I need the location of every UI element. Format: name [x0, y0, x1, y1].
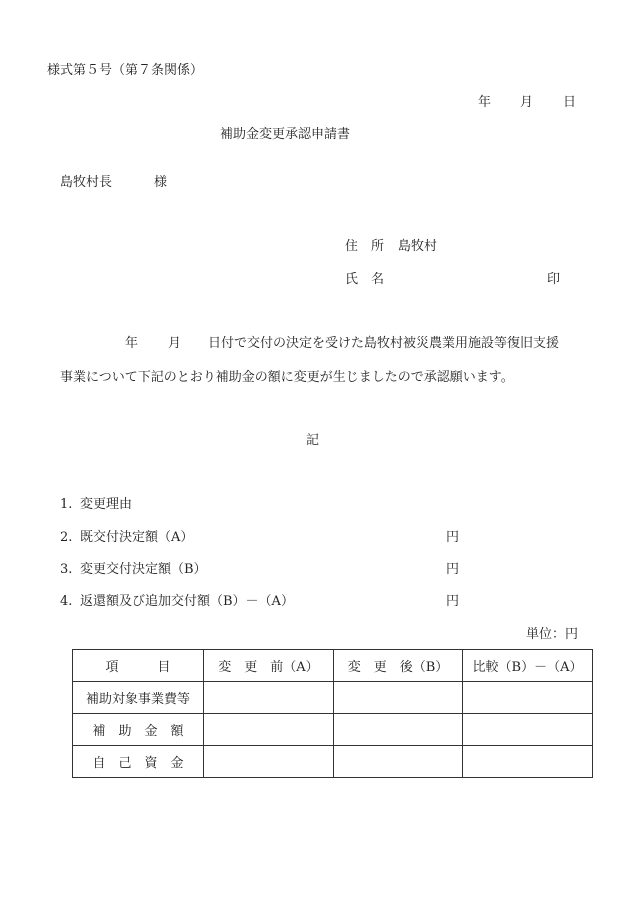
- column-header-item: 項 目: [73, 650, 204, 682]
- ki-heading: 記: [306, 433, 320, 448]
- table-row: [73, 746, 593, 778]
- yen-unit: 円: [446, 530, 460, 545]
- table-cell[interactable]: [334, 714, 463, 746]
- table-cell[interactable]: [334, 682, 463, 714]
- row-label: 自 己 資 金: [73, 746, 204, 778]
- yen-unit: 円: [446, 594, 460, 609]
- form-number: 様式第５号（第７条関係）: [47, 63, 204, 78]
- address-value: 島牧村: [398, 239, 438, 254]
- body-line-1: [125, 335, 560, 353]
- comparison-table: [72, 649, 593, 778]
- table-cell[interactable]: [204, 714, 334, 746]
- addressee: [60, 174, 167, 192]
- table-cell[interactable]: [463, 746, 593, 778]
- item-label: 返還額及び追加交付額（B）－（A）: [80, 594, 294, 609]
- name-label: 氏 名: [345, 272, 385, 287]
- addressee-name: 島牧村長: [60, 175, 113, 190]
- date-year-label: 年: [478, 95, 492, 110]
- table-cell[interactable]: [204, 682, 334, 714]
- column-header-diff: 比較（B）－（A）: [463, 650, 593, 682]
- body-line-2: 事業について下記のとおり補助金の額に変更が生じましたので承認願います。: [60, 370, 514, 385]
- column-header-after: 変 更 後（B）: [334, 650, 463, 682]
- item-number: 3.: [60, 562, 73, 577]
- body-month: 月: [168, 336, 182, 351]
- row-label: 補助対象事業費等: [73, 682, 204, 714]
- list-item: [60, 529, 193, 547]
- row-label: 補 助 金 額: [73, 714, 204, 746]
- item-number: 2.: [60, 530, 73, 545]
- table-cell[interactable]: [463, 682, 593, 714]
- column-header-before: 変 更 前（A）: [204, 650, 334, 682]
- address-label: 住 所: [345, 239, 385, 254]
- list-item: [60, 561, 207, 579]
- list-item: [60, 593, 294, 611]
- table-cell[interactable]: [204, 746, 334, 778]
- item-label: 変更交付決定額（B）: [80, 562, 207, 577]
- addressee-honorific: 様: [154, 175, 168, 190]
- item-label: 変更理由: [80, 497, 133, 512]
- seal-mark: 印: [547, 272, 561, 287]
- body-year: 年: [125, 336, 139, 351]
- body-line-1-text: 日付で交付の決定を受けた島牧村被災農業用施設等復旧支援: [208, 336, 560, 351]
- table-header-row: [73, 650, 593, 682]
- item-number: 1.: [60, 497, 73, 512]
- unit-note: 単位：円: [526, 627, 579, 642]
- table-row: [73, 714, 593, 746]
- date-month-label: 月: [520, 95, 534, 110]
- table-cell[interactable]: [334, 746, 463, 778]
- date-day-label: 日: [563, 95, 577, 110]
- list-item: [60, 496, 132, 514]
- table-row: [73, 682, 593, 714]
- document-title: 補助金変更承認申請書: [220, 127, 351, 142]
- table-cell[interactable]: [463, 714, 593, 746]
- yen-unit: 円: [446, 562, 460, 577]
- item-label: 既交付決定額（A）: [80, 530, 194, 545]
- item-number: 4.: [60, 594, 73, 609]
